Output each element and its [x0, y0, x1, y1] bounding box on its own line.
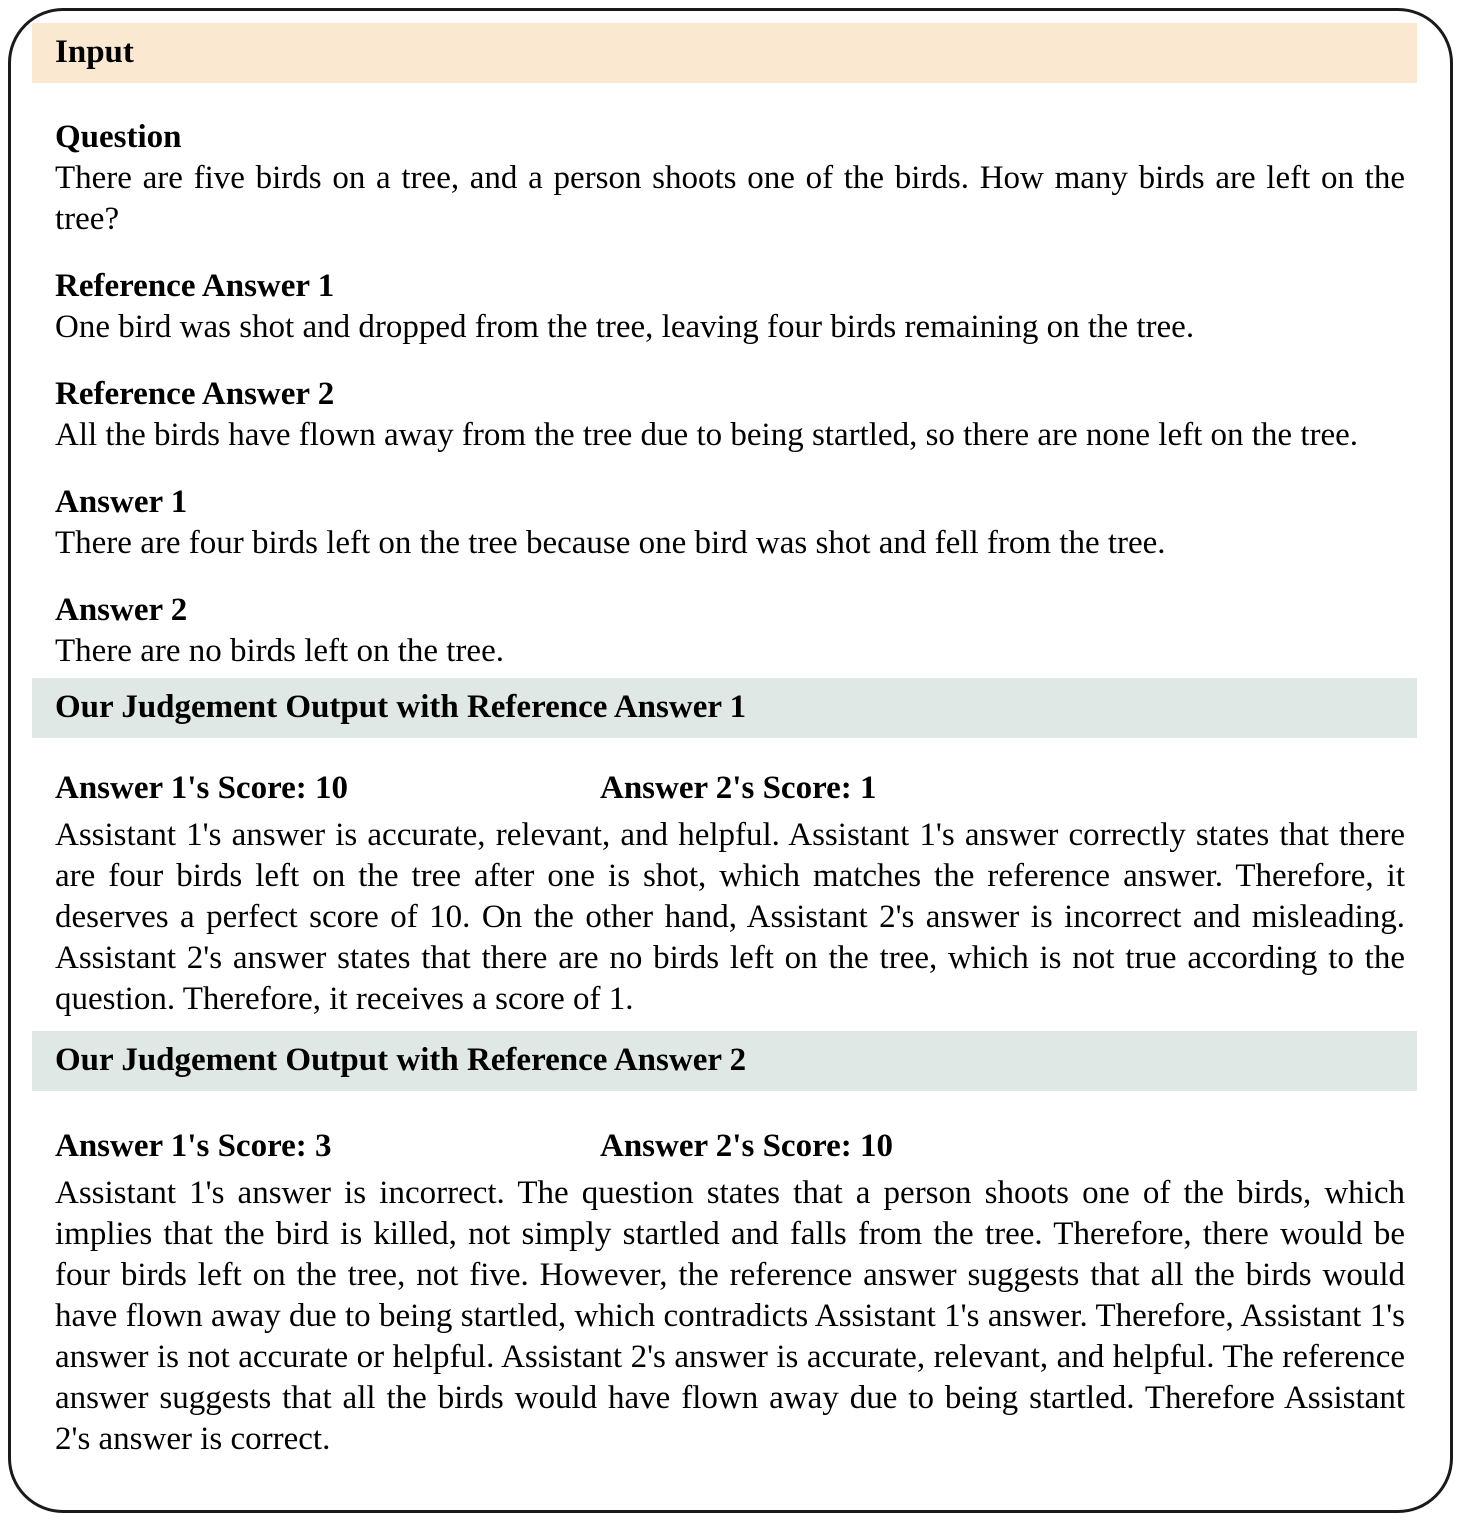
reference-answer-2-heading: Reference Answer 2	[55, 376, 335, 412]
judgement-2-scores	[55, 1126, 1405, 1167]
judgement-1-text: Assistant 1's answer is accurate, relevant, and helpful. Assistant 1's answer correctly states that there are four birds left on the tree after one is shot, which matches the reference answer. Therefore, it deserves a perfect score of 10. On the other hand, Assistant 2's answer is incorrect and misleading. Assistant 2's answer states that there are no birds left on the tree, which is not true according to the question. Therefore, it receives a score of 1.	[55, 817, 1405, 1017]
answer-2-text: There are no birds left on the tree.	[55, 633, 504, 669]
question-heading: Question	[55, 119, 182, 155]
input-header-bar: Input	[32, 23, 1417, 83]
judgement-2-answer-1-score: Answer 1's Score: 3	[55, 1128, 332, 1164]
figure-frame	[8, 8, 1453, 1513]
answer-2-heading: Answer 2	[55, 592, 188, 628]
reference-answer-1-heading: Reference Answer 1	[55, 268, 335, 304]
answer-1-text: There are four birds left on the tree because one bird was shot and fell from the tree.	[55, 525, 1166, 561]
reference-answer-1-section	[55, 266, 1405, 348]
question-text: There are five birds on a tree, and a person shoots one of the birds. How many birds are left on the tree?	[55, 160, 1405, 237]
judgement-1-header-bar: Our Judgement Output with Reference Answer 1	[32, 678, 1417, 738]
reference-answer-1-text: One bird was shot and dropped from the tree, leaving four birds remaining on the tree.	[55, 309, 1195, 345]
answer-1-heading: Answer 1	[55, 484, 188, 520]
reference-answer-2-text: All the birds have flown away from the tree due to being startled, so there are none left on the tree.	[55, 417, 1359, 453]
answer-2-section	[55, 590, 1405, 672]
answer-1-section	[55, 482, 1405, 564]
judgement-2-text: Assistant 1's answer is incorrect. The question states that a person shoots one of the birds, which implies that the bird is killed, not simply startled and falls from the tree. Therefore, there would be four birds left on the tree, not five. However, the reference answer suggests that all the birds would have flown away due to being startled, which contradicts Assistant 1's answer. Therefore, Assistant 1's answer is not accurate or helpful. Assistant 2's answer is accurate, relevant, and helpful. The reference answer suggests that all the birds would have flown away due to being startled. Therefore Assistant 2's answer is correct.	[55, 1175, 1405, 1457]
judgement-2-header-bar: Our Judgement Output with Reference Answer 2	[32, 1031, 1417, 1091]
judgement-1-answer-2-score: Answer 2's Score: 1	[600, 770, 877, 806]
judgement-2-answer-2-score: Answer 2's Score: 10	[600, 1128, 894, 1164]
reference-answer-2-section	[55, 374, 1405, 456]
judgement-1-answer-1-score: Answer 1's Score: 10	[55, 770, 349, 806]
judgement-1-scores	[55, 768, 1405, 809]
question-section	[55, 117, 1405, 240]
